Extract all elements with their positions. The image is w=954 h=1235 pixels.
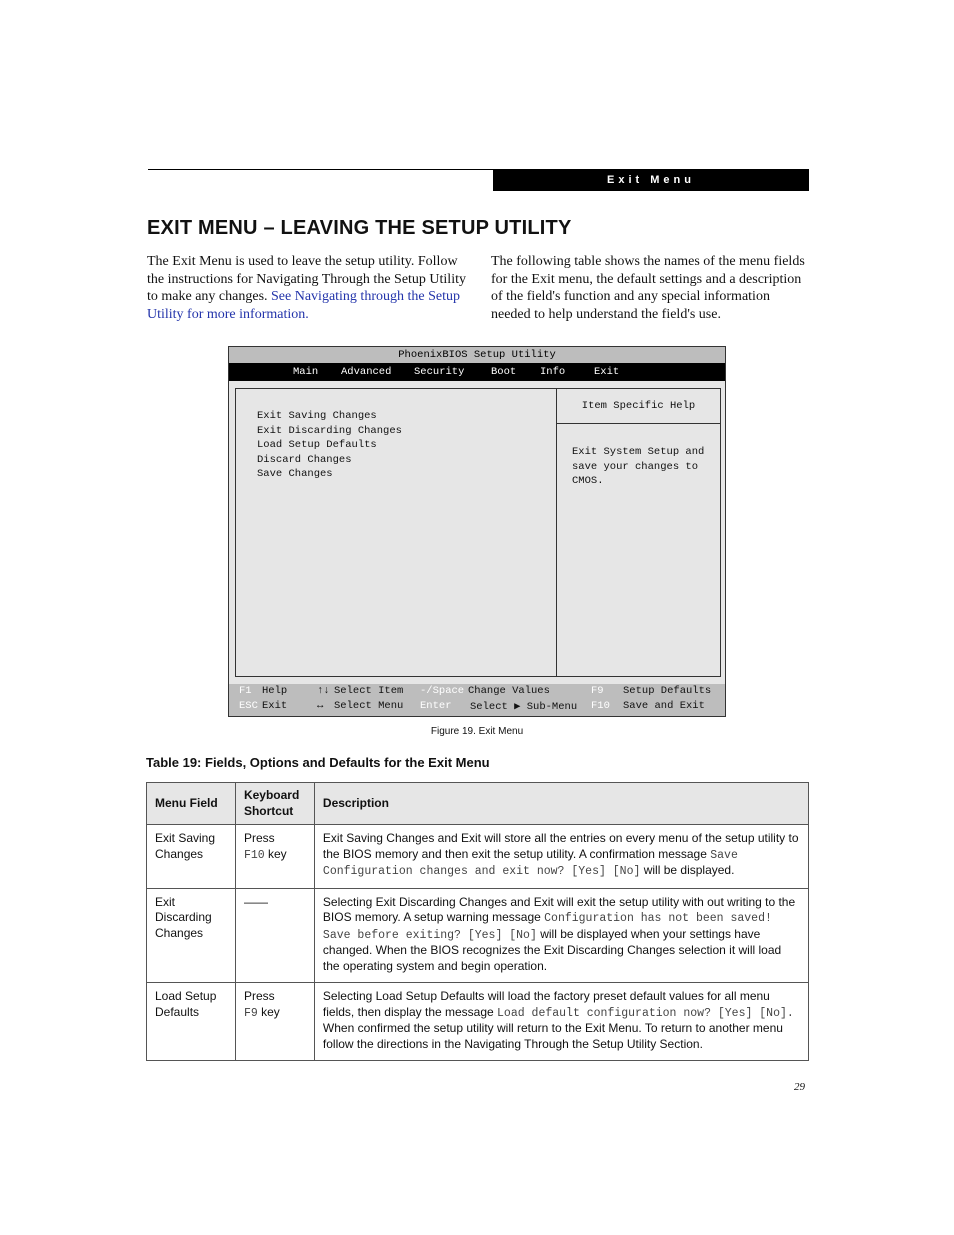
section-tab-header: Exit Menu — [493, 169, 809, 191]
bios-footer — [229, 684, 725, 716]
figure-caption: Figure 19. Exit Menu — [430, 726, 524, 737]
page-title: EXIT MENU – LEAVING THE SETUP UTILITY — [147, 217, 572, 239]
bios-menu-security[interactable]: Security — [414, 366, 465, 378]
bios-title: PhoenixBIOS Setup Utility — [229, 347, 725, 363]
cell-description — [314, 983, 808, 1061]
shortcut-key: F10 — [243, 848, 265, 862]
arrows-leftright-icon: ↔ — [317, 700, 324, 712]
table-header-row — [147, 783, 809, 825]
table-row — [147, 888, 809, 983]
cell-shortcut — [235, 888, 314, 983]
bios-menu-advanced[interactable]: Advanced — [341, 366, 392, 378]
bios-menu-boot[interactable]: Boot — [491, 366, 517, 378]
bios-menu-exit[interactable]: Exit — [594, 366, 620, 378]
setup-defaults-label: Setup Defaults — [623, 685, 712, 697]
key-exit-label: Exit — [262, 700, 288, 712]
select-submenu-label: Select ▶ Sub-Menu — [470, 701, 578, 713]
page-number: 29 — [794, 1081, 805, 1093]
shortcut-suffix: key — [257, 1004, 280, 1019]
bios-help-text — [572, 445, 712, 489]
desc-text-end: When confirmed the setup utility will return to the Exit Menu. To return to another menu follow the directions in the Navigating Through the Setup Utility Section. — [322, 1021, 783, 1051]
cell-menu-field: Exit Saving Changes — [147, 825, 236, 889]
arrows-updown-icon: ↑↓ — [317, 685, 330, 697]
select-item-label: Select Item — [334, 685, 404, 697]
key-f9: F9 — [591, 685, 604, 697]
cell-shortcut — [235, 983, 314, 1061]
shortcut-suffix: key — [264, 846, 287, 861]
intro-left-paragraph — [147, 253, 469, 323]
cell-description — [314, 825, 808, 889]
intro-right-paragraph: The following table shows the names of the menu fields for the Exit menu, the default settings and a description of the field's function and any special information needed to help understand the field's use. — [491, 254, 805, 322]
shortcut-text: Press — [243, 831, 275, 845]
key-minus-space: -/Space — [420, 685, 465, 697]
bios-help-line: save your changes to — [572, 460, 699, 473]
cell-menu-field: Load Setup Defaults — [147, 983, 236, 1061]
bios-help-line: Exit System Setup and — [572, 446, 705, 458]
bios-help-title: Item Specific Help — [557, 389, 720, 424]
key-f10: F10 — [591, 700, 610, 712]
bios-menu-info[interactable]: Info — [540, 366, 566, 378]
desc-text-end: will be displayed when your settings have changed. When the BIOS recognizes the Exit Discarding Changes selection it will load the operating system and begin operation. — [322, 926, 782, 973]
bios-screenshot — [228, 346, 726, 717]
bios-help-line: CMOS. — [572, 475, 604, 487]
bios-item-load-defaults[interactable]: Load Setup Defaults — [257, 439, 377, 451]
column-header-menu-field: Menu Field — [147, 783, 236, 825]
cell-shortcut — [235, 825, 314, 889]
desc-code: Load default configuration now? [Yes] [No]. — [497, 1006, 794, 1020]
bios-item-exit-discarding[interactable]: Exit Discarding Changes — [257, 424, 402, 437]
shortcut-text: Press — [243, 989, 275, 1003]
table-title: Table 19: Fields, Options and Defaults for the Exit Menu — [146, 755, 490, 770]
bios-menubar — [229, 363, 725, 381]
desc-code: Configuration has not been saved! Save before exiting? [Yes] [No] — [322, 912, 772, 942]
cell-description — [314, 888, 808, 983]
table-row — [147, 983, 809, 1061]
desc-text: Selecting Exit Discarding Changes and Exit will exit the setup utility with out writing to the BIOS memory. A setup warning message — [322, 894, 796, 924]
select-menu-label: Select Menu — [334, 700, 404, 712]
desc-code: Save Configuration changes and exit now? [Yes] [No] — [322, 848, 738, 878]
bios-item-list — [257, 409, 402, 482]
navigating-link[interactable]: See Navigating through the Setup Utility for more information. — [147, 289, 460, 322]
key-help-label: Help — [262, 685, 288, 697]
column-header-shortcut: Keyboard Shortcut — [235, 783, 314, 825]
desc-text: Selecting Load Setup Defaults will load the factory preset default values for all menu fields, then display the message — [322, 989, 770, 1019]
bios-item-save-changes[interactable]: Save Changes — [257, 468, 333, 480]
bios-menu-main[interactable]: Main — [293, 366, 319, 378]
intro-left-text: The Exit Menu is used to leave the setup utility. Follow the instructions for Navigating Through the Setup Utility to make any changes. — [147, 254, 466, 304]
bios-item-discard-changes[interactable]: Discard Changes — [257, 453, 352, 466]
save-exit-label: Save and Exit — [623, 700, 705, 712]
fields-table — [146, 782, 809, 1061]
bios-help-panel — [556, 388, 721, 677]
cell-menu-field: Exit Discarding Changes — [147, 888, 236, 983]
bios-items-panel — [235, 388, 557, 677]
shortcut-key: F9 — [243, 1006, 258, 1020]
key-esc: ESC — [239, 700, 258, 712]
column-header-description: Description — [314, 783, 808, 825]
key-f1: F1 — [239, 685, 252, 697]
desc-text-end: will be displayed. — [640, 863, 735, 877]
header-rule — [148, 169, 493, 170]
bios-item-exit-saving[interactable]: Exit Saving Changes — [257, 410, 377, 422]
desc-text: Exit Saving Changes and Exit will store all the entries on every menu of the setup utility to the BIOS memory and then exit the setup utility. A confirmation message — [322, 831, 799, 861]
table-row — [147, 825, 809, 889]
key-enter: Enter — [420, 700, 452, 712]
change-values-label: Change Values — [468, 685, 550, 697]
shortcut-text: —— — [243, 894, 268, 909]
